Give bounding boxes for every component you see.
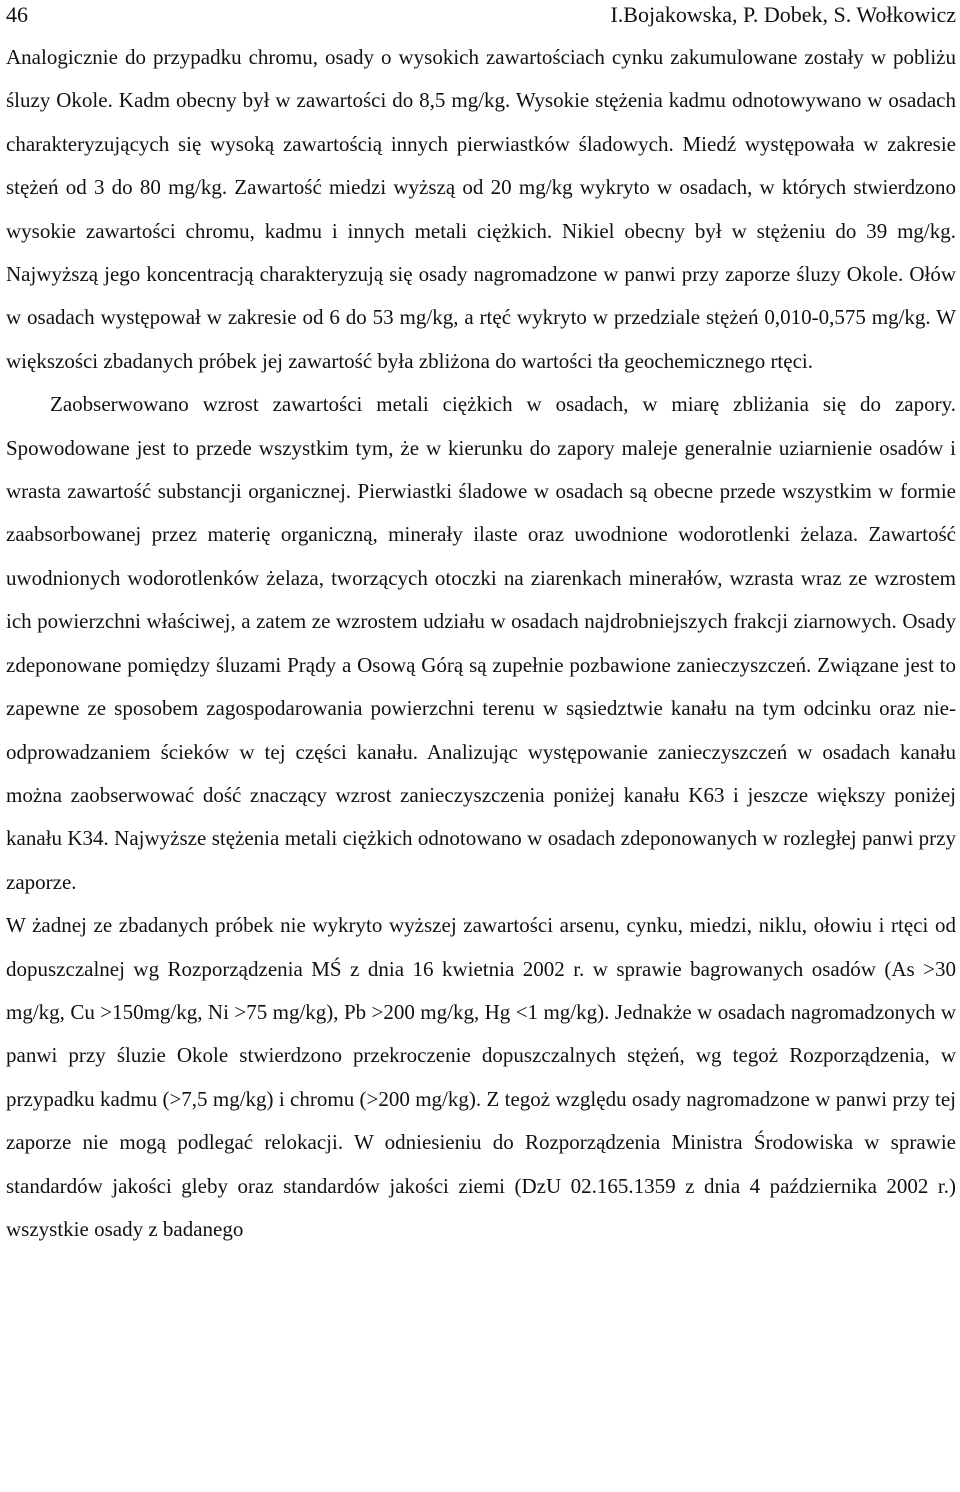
page-number: 46 [6, 2, 28, 27]
body-text [6, 36, 956, 1251]
paragraph-metals-content: Analogicznie do przypadku chromu, osady o wysokich zawartościach cynku zakumulowane zostały w pobliżu śluzy Okole. Kadm obecny był w zawartości do 8,5 mg/kg. Wysokie stężenia kadmu odnotowywano w osadach charakteryzujących się wysoką zawartością innych pierwiastków śladowych. Miedź występowała w zakresie stężeń od 3 do 80 mg/kg. Zawartość miedzi wyższą od 20 mg/kg wykryto w osadach, w których stwierdzono wysokie zawartości chromu, kadmu i innych metali ciężkich. Nikiel obecny był w stężeniu do 39 mg/kg. Najwyższą jego koncentracją charakteryzują się osady nagromadzone w panwi przy zaporze śluzy Okole. Ołów w osadach występował w zakresie od 6 do 53 mg/kg, a rtęć wykryto w przedziale stężeń 0,010-0,575 mg/kg. W większości zbadanych próbek jej zawartość była zbliżona do wartości tła geochemicznego rtęci. [6, 45, 956, 373]
running-head-authors: I.Bojakowska, P. Dobek, S. Wołkowicz [610, 2, 956, 27]
paragraph-regulation-limits: W żadnej ze zbadanych próbek nie wykryto wyższej zawartości arsenu, cynku, miedzi, niklu, ołowiu i rtęci od dopuszczalnej wg Rozporządzenia MŚ z dnia 16 kwietnia 2002 r. w sprawie bagrowanych osadów (As >30 mg/kg, Cu >150mg/kg, Ni >75 mg/kg), Pb >200 mg/kg, Hg <1 mg/kg). Jednakże w osadach nagromadzonych w panwi przy śluzie Okole stwierdzono przekroczenie dopuszczalnych stężeń, wg tegoż Rozporządzenia, w przypadku kadmu (>7,5 mg/kg) i chromu (>200 mg/kg). Z tegoż względu osady nagromadzone w panwi przy tej zaporze nie mogą podlegać relokacji. W odniesieniu do Rozporządzenia Ministra Środowiska w sprawie standardów jakości gleby oraz standardów jakości ziemi (DzU 02.165.1359 z dnia 4 października 2002 r.) wszystkie osady z badanego [6, 913, 956, 1241]
page-header [6, 0, 956, 36]
paragraph-metals-trend: Zaobserwowano wzrost zawartości metali ciężkich w osadach, w miarę zbliżania się do zapory. Spowodowane jest to przede wszystkim tym, że w kierunku do zapory maleje generalnie uziarnienie osadów i wrasta zawartość substancji organicznej. Pierwiastki śladowe w osadach są obecne przede wszystkim w formie zaabsorbowanej przez materię organiczną, minerały ilaste oraz uwodnione wodorotlenki żelaza. Zawartość uwodnionych wodorotlenków żelaza, tworzących otoczki na ziarenkach minerałów, wzrasta wraz ze wzrostem ich powierzchni właściwej, a zatem ze wzrostem udziału w osadach najdrobniejszych frakcji ziarnowych. Osady zdeponowane pomiędzy śluzami Prądy a Osową Górą są zupełnie pozbawione zanieczyszczeń. Związane jest to zapewne ze sposobem zagospodarowania powierzchni terenu w sąsiedztwie kanału na tym odcinku oraz nie-odprowadzaniem ścieków w tej części kanału. Analizując występowanie zanieczyszczeń w osadach kanału można zaobserwować dość znaczący wzrost zanieczyszczenia poniżej kanału K63 i jeszcze większy poniżej kanału K34. Najwyższe stężenia metali ciężkich odnotowano w osadach zdeponowanych w rozległej panwi przy zaporze. [6, 392, 956, 894]
document-page [6, 0, 956, 1251]
